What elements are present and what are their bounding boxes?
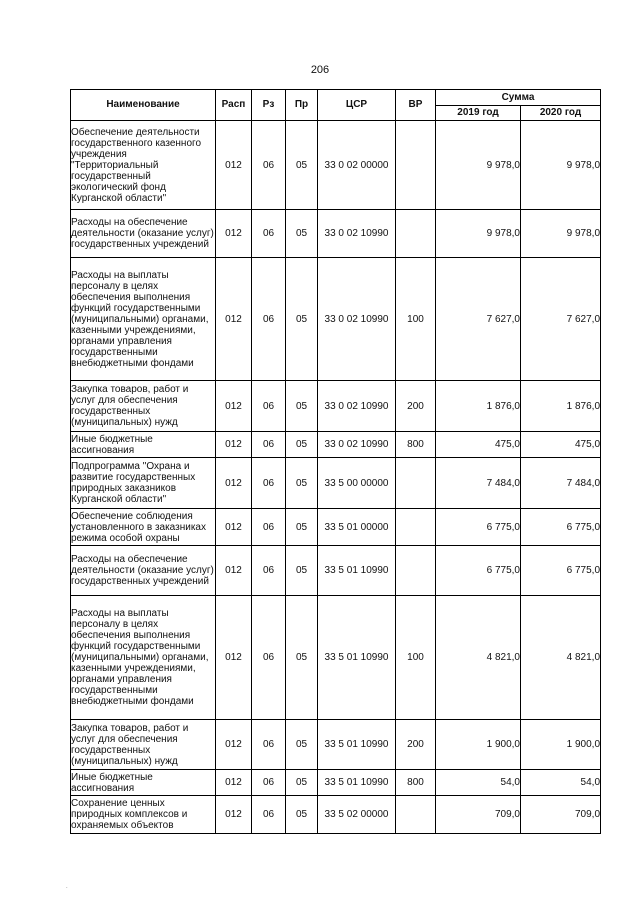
row-2019: 1 876,0	[436, 381, 521, 432]
row-name: Расходы на выплаты персоналу в целях обеспечения выполнения функций государственными (муниципальными) органами, казенными учреждениями, органами управления государственными внебюджетными фондами	[71, 258, 216, 381]
row-pr: 05	[286, 458, 318, 509]
row-rz: 06	[252, 720, 286, 770]
row-csr: 33 5 01 10990	[318, 770, 396, 796]
row-2020: 9 978,0	[521, 210, 601, 258]
row-vr: 100	[396, 258, 436, 381]
row-vr: 200	[396, 720, 436, 770]
header-csr: ЦСР	[318, 90, 396, 121]
header-2020: 2020 год	[521, 106, 601, 121]
row-csr: 33 0 02 10990	[318, 432, 396, 458]
row-2019: 9 978,0	[436, 210, 521, 258]
row-vr: 100	[396, 596, 436, 720]
row-rasp: 012	[216, 796, 252, 834]
row-rz: 06	[252, 458, 286, 509]
row-pr: 05	[286, 796, 318, 834]
row-rz: 06	[252, 210, 286, 258]
row-name: Расходы на обеспечение деятельности (оказание услуг) государственных учреждений	[71, 210, 216, 258]
table-row	[71, 432, 601, 458]
header-2019: 2019 год	[436, 106, 521, 121]
row-rz: 06	[252, 770, 286, 796]
budget-table	[70, 89, 601, 834]
row-rasp: 012	[216, 720, 252, 770]
table-row	[71, 258, 601, 381]
row-name: Закупка товаров, работ и услуг для обеспечения государственных (муниципальных) нужд	[71, 381, 216, 432]
header-rasp: Расп	[216, 90, 252, 121]
row-rasp: 012	[216, 458, 252, 509]
row-rasp: 012	[216, 770, 252, 796]
row-vr: 800	[396, 770, 436, 796]
header-vr: ВР	[396, 90, 436, 121]
row-pr: 05	[286, 381, 318, 432]
row-vr	[396, 796, 436, 834]
row-2020: 4 821,0	[521, 596, 601, 720]
row-rasp: 012	[216, 596, 252, 720]
row-name: Подпрограмма "Охрана и развитие государственных природных заказников Курганской области"	[71, 458, 216, 509]
row-csr: 33 5 01 00000	[318, 509, 396, 546]
row-rz: 06	[252, 381, 286, 432]
row-csr: 33 5 01 10990	[318, 546, 396, 596]
row-csr: 33 5 01 10990	[318, 596, 396, 720]
row-csr: 33 0 02 00000	[318, 121, 396, 210]
row-name: Обеспечение соблюдения установленного в заказниках режима особой охраны	[71, 509, 216, 546]
row-name: Иные бюджетные ассигнования	[71, 770, 216, 796]
header-pr: Пр	[286, 90, 318, 121]
table-row	[71, 720, 601, 770]
row-csr: 33 5 01 10990	[318, 720, 396, 770]
row-2020: 1 900,0	[521, 720, 601, 770]
row-2020: 54,0	[521, 770, 601, 796]
row-2019: 4 821,0	[436, 596, 521, 720]
row-2020: 6 775,0	[521, 546, 601, 596]
table-row	[71, 770, 601, 796]
row-pr: 05	[286, 596, 318, 720]
row-2019: 7 627,0	[436, 258, 521, 381]
row-rasp: 012	[216, 546, 252, 596]
row-vr	[396, 546, 436, 596]
row-vr	[396, 458, 436, 509]
row-2019: 54,0	[436, 770, 521, 796]
row-rz: 06	[252, 121, 286, 210]
row-2019: 475,0	[436, 432, 521, 458]
row-2019: 6 775,0	[436, 509, 521, 546]
row-name: Расходы на обеспечение деятельности (оказание услуг) государственных учреждений	[71, 546, 216, 596]
row-2020: 7 484,0	[521, 458, 601, 509]
table-row	[71, 509, 601, 546]
header-rz: Рз	[252, 90, 286, 121]
row-name: Сохранение ценных природных комплексов и охраняемых объектов	[71, 796, 216, 834]
row-pr: 05	[286, 258, 318, 381]
row-vr	[396, 121, 436, 210]
table-row	[71, 381, 601, 432]
row-pr: 05	[286, 770, 318, 796]
row-2019: 6 775,0	[436, 546, 521, 596]
row-rz: 06	[252, 596, 286, 720]
row-vr	[396, 210, 436, 258]
table-row	[71, 121, 601, 210]
row-2020: 7 627,0	[521, 258, 601, 381]
row-2020: 9 978,0	[521, 121, 601, 210]
row-csr: 33 5 00 00000	[318, 458, 396, 509]
row-2019: 7 484,0	[436, 458, 521, 509]
row-rasp: 012	[216, 509, 252, 546]
row-csr: 33 5 02 00000	[318, 796, 396, 834]
row-rz: 06	[252, 432, 286, 458]
table-row	[71, 210, 601, 258]
row-2019: 709,0	[436, 796, 521, 834]
row-rasp: 012	[216, 210, 252, 258]
row-2020: 475,0	[521, 432, 601, 458]
row-pr: 05	[286, 546, 318, 596]
row-2020: 1 876,0	[521, 381, 601, 432]
page-number: 206	[310, 64, 330, 76]
table-row	[71, 458, 601, 509]
row-rz: 06	[252, 796, 286, 834]
row-pr: 05	[286, 121, 318, 210]
row-pr: 05	[286, 210, 318, 258]
row-rz: 06	[252, 509, 286, 546]
row-vr: 800	[396, 432, 436, 458]
row-rasp: 012	[216, 121, 252, 210]
row-vr: 200	[396, 381, 436, 432]
footer-mark: .	[66, 884, 68, 890]
row-rz: 06	[252, 546, 286, 596]
row-2019: 1 900,0	[436, 720, 521, 770]
table-row	[71, 596, 601, 720]
row-csr: 33 0 02 10990	[318, 381, 396, 432]
header-name: Наименование	[71, 90, 216, 121]
row-name: Расходы на выплаты персоналу в целях обеспечения выполнения функций государственными (муниципальными) органами, казенными учреждениями, органами управления государственными внебюджетными фондами	[71, 596, 216, 720]
table-row	[71, 546, 601, 596]
row-2019: 9 978,0	[436, 121, 521, 210]
row-rz: 06	[252, 258, 286, 381]
row-rasp: 012	[216, 258, 252, 381]
row-rasp: 012	[216, 432, 252, 458]
row-2020: 709,0	[521, 796, 601, 834]
row-name: Закупка товаров, работ и услуг для обеспечения государственных (муниципальных) нужд	[71, 720, 216, 770]
table-row	[71, 796, 601, 834]
row-pr: 05	[286, 720, 318, 770]
row-csr: 33 0 02 10990	[318, 210, 396, 258]
header-sum: Сумма	[436, 90, 601, 106]
row-2020: 6 775,0	[521, 509, 601, 546]
row-pr: 05	[286, 432, 318, 458]
row-rasp: 012	[216, 381, 252, 432]
row-vr	[396, 509, 436, 546]
row-name: Обеспечение деятельности государственного казенного учреждения "Территориальный государственный экологический фонд Курганской области"	[71, 121, 216, 210]
row-pr: 05	[286, 509, 318, 546]
row-name: Иные бюджетные ассигнования	[71, 432, 216, 458]
row-csr: 33 0 02 10990	[318, 258, 396, 381]
